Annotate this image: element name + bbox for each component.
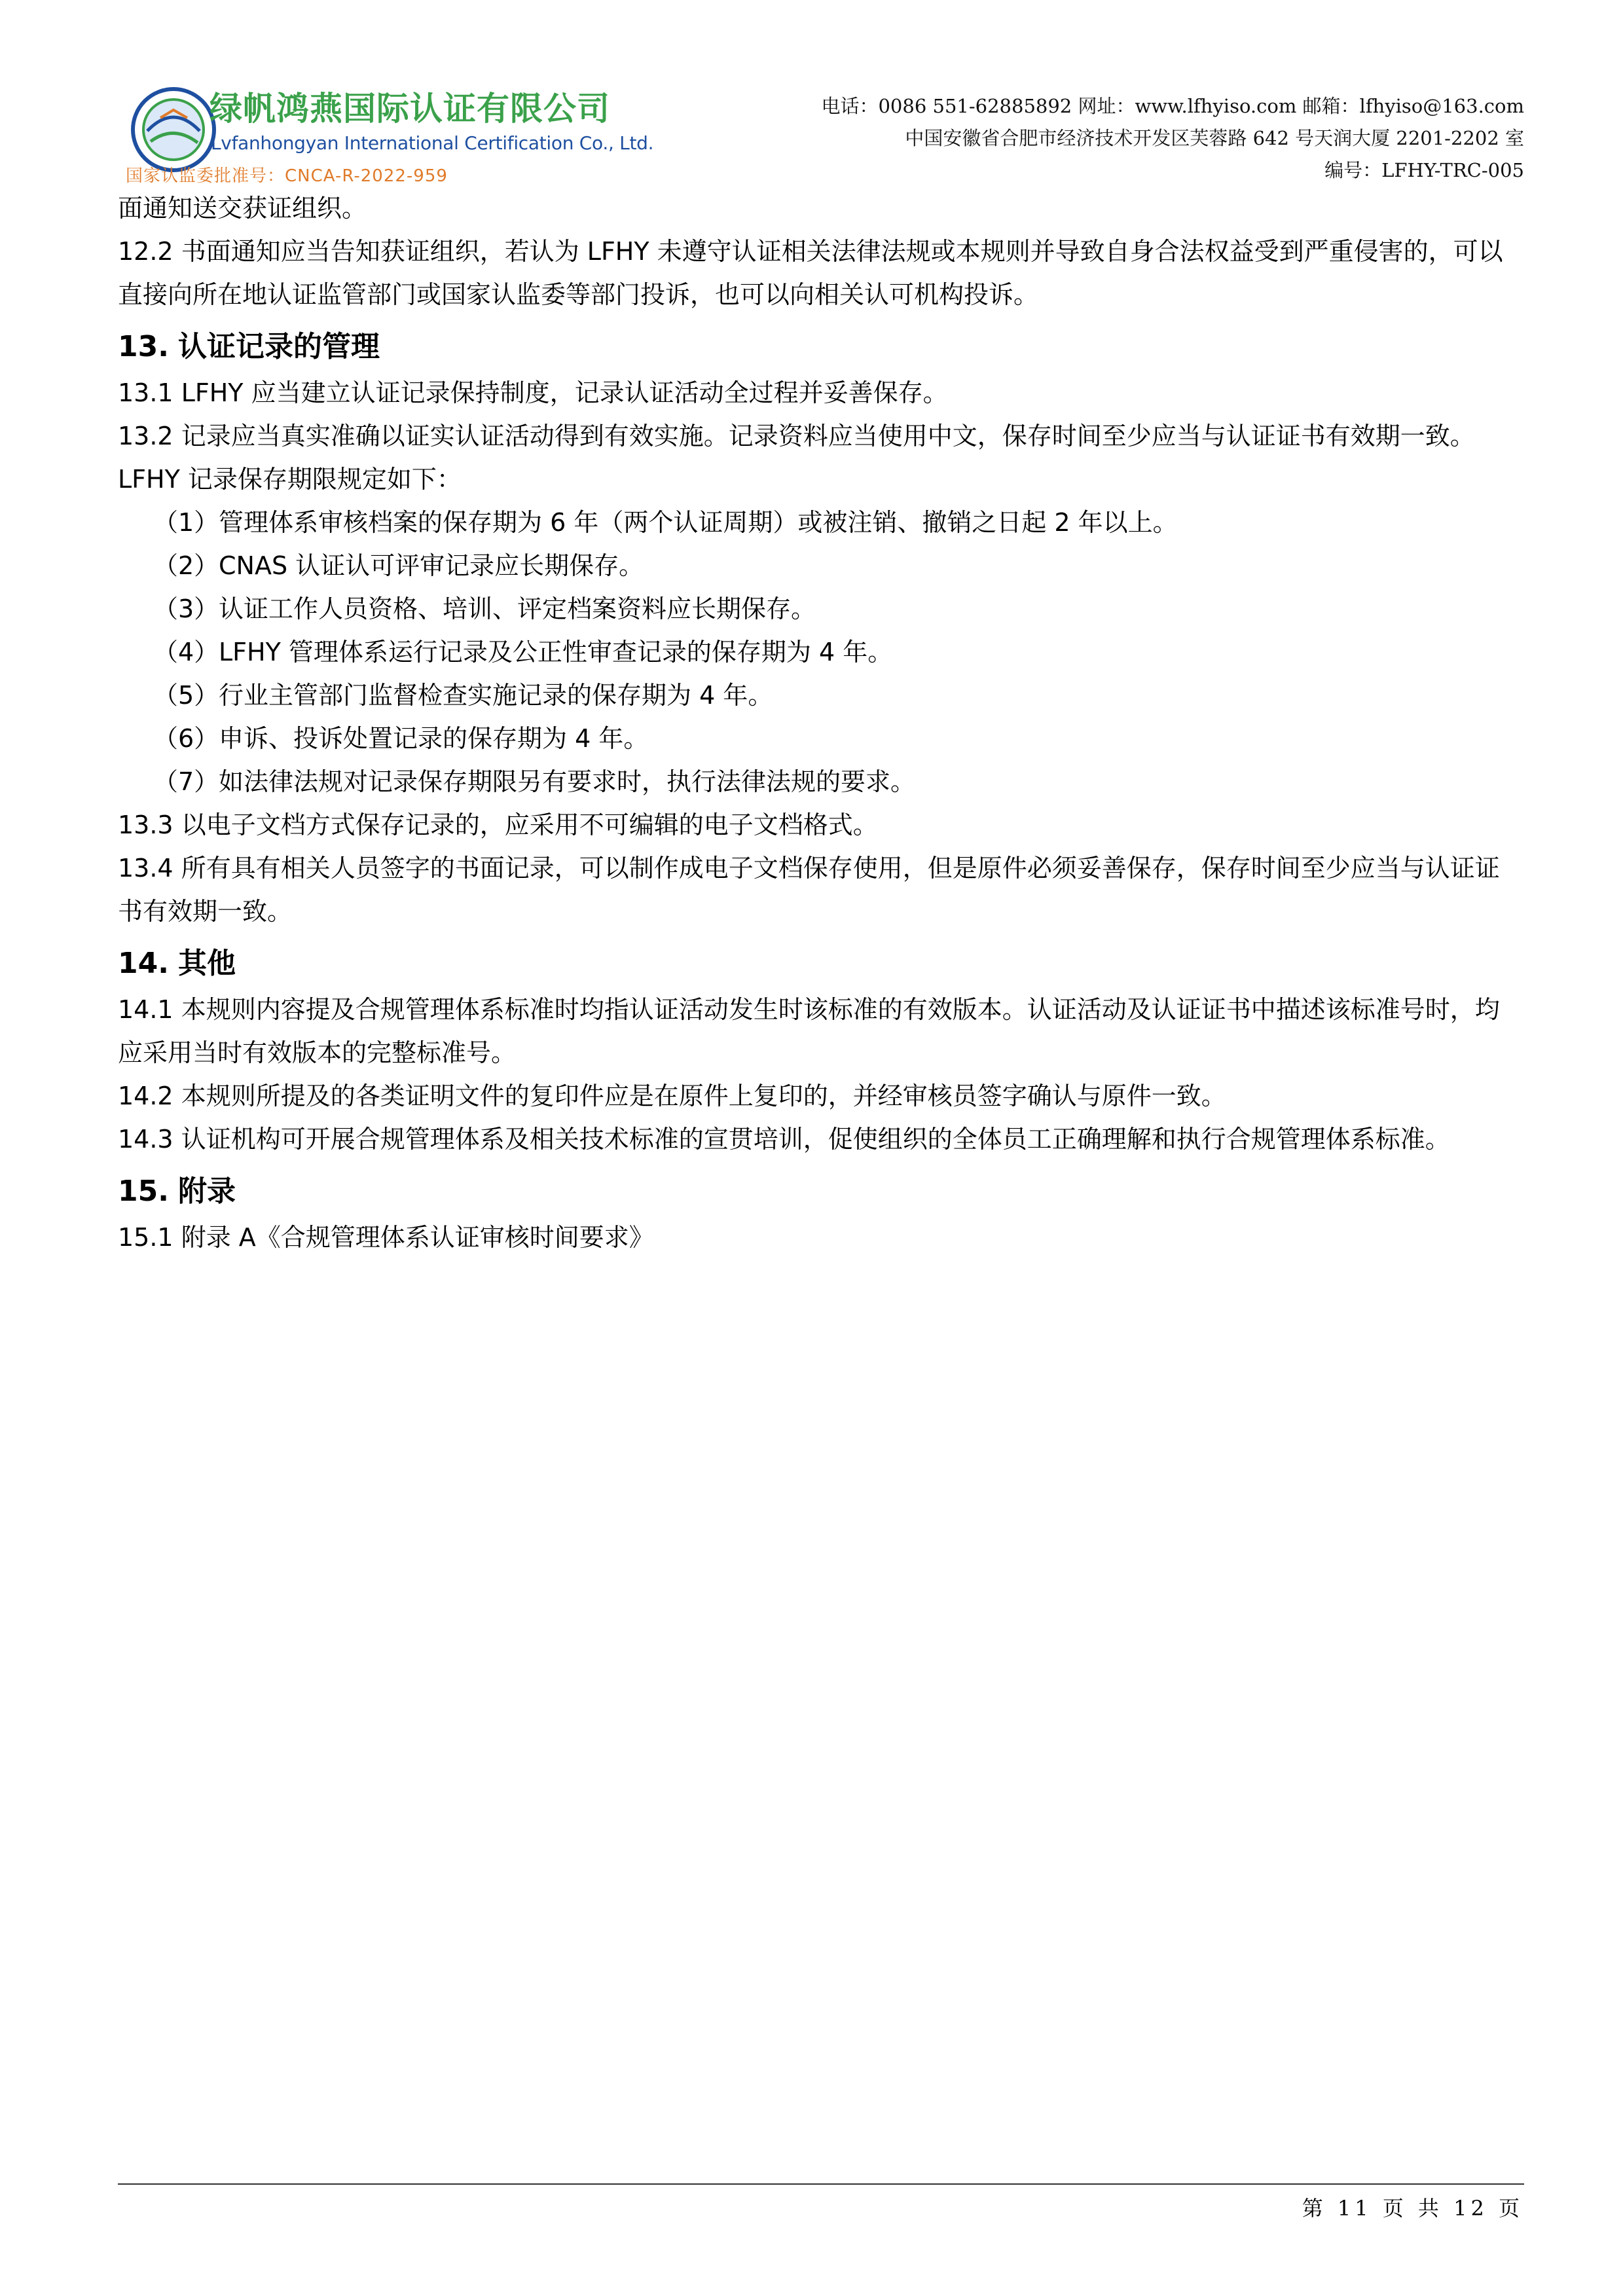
list-index: （2）	[153, 551, 219, 580]
paragraph-14-1: 14.1 本规则内容提及合规管理体系标准时均指认证活动发生时该标准的有效版本。认证活动及认证证书中描述该标准号时，均应采用当时有效版本的完整标准号。	[118, 995, 1500, 1067]
list-text: LFHY 管理体系运行记录及公正性审查记录的保存期为 4 年。	[219, 638, 893, 666]
paragraph-15-1: 15.1 附录 A《合规管理体系认证审核时间要求》	[118, 1223, 654, 1252]
section-number: 15.	[118, 1175, 169, 1208]
contact-line: 电话：0086 551-62885892 网址：www.lfhyiso.com 邮箱：lfhyiso@163.com	[821, 95, 1524, 117]
list-text: 申诉、投诉处置记录的保存期为 4 年。	[219, 724, 649, 753]
list-index: （7）	[153, 767, 219, 796]
section-13-heading	[118, 323, 1519, 371]
paragraph-13-2: 13.2 记录应当真实准确以证实认证活动得到有效实施。记录资料应当使用中文，保存时间至少应当与认证证书有效期一致。LFHY 记录保存期限规定如下：	[118, 422, 1475, 494]
paragraph-13-3: 13.3 以电子文档方式保存记录的，应采用不可编辑的电子文档格式。	[118, 811, 878, 839]
list-text: 管理体系审核档案的保存期为 6 年（两个认证周期）或被注销、撤销之日起 2 年以上。	[219, 508, 1178, 537]
footer-divider	[118, 2183, 1524, 2185]
company-logo	[118, 77, 773, 189]
list-text: 如法律法规对记录保存期限另有要求时，执行法律法规的要求。	[219, 767, 916, 796]
list-text: 认证工作人员资格、培训、评定档案资料应长期保存。	[219, 594, 816, 623]
list-item	[118, 674, 1519, 717]
list-item	[118, 587, 1519, 630]
section-number: 13.	[118, 330, 169, 363]
page-header	[118, 77, 1524, 189]
section-title: 附录	[177, 1175, 236, 1208]
list-text: CNAS 认证认可评审记录应长期保存。	[219, 551, 644, 580]
paragraph-12-2: 12.2 书面通知应当告知获证组织，若认为 LFHY 未遵守认证相关法律法规或本规则并导致自身合法权益受到严重侵害的，可以直接向所在地认证监管部门或国家认监委等部门投诉，也可以向相关认可机构投诉。	[118, 237, 1503, 309]
company-name-en: Lvfanhongyan International Certification Co., Ltd.	[211, 132, 654, 154]
section-title: 认证记录的管理	[177, 330, 380, 363]
contact-block	[821, 90, 1524, 187]
company-name-cn: 绿帆鸿燕国际认证有限公司	[210, 90, 610, 128]
list-text: 行业主管部门监督检查实施记录的保存期为 4 年。	[219, 681, 773, 710]
approval-number: 国家认监委批准号：CNCA-R-2022-959	[126, 166, 448, 186]
list-item	[118, 544, 1519, 587]
list-index: （5）	[153, 681, 219, 710]
document-body	[118, 187, 1519, 1259]
list-index: （6）	[153, 724, 219, 753]
list-item	[118, 760, 1519, 803]
paragraph-13-1: 13.1 LFHY 应当建立认证记录保持制度，记录认证活动全过程并妥善保存。	[118, 378, 948, 407]
list-index: （4）	[153, 638, 219, 666]
list-index: （1）	[153, 508, 219, 537]
list-item	[118, 630, 1519, 674]
page-number: 第 11 页 共 12 页	[1302, 2196, 1523, 2221]
section-title: 其他	[177, 947, 236, 980]
paragraph-13-4: 13.4 所有具有相关人员签字的书面记录，可以制作成电子文档保存使用，但是原件必须妥善保存，保存时间至少应当与认证证书有效期一致。	[118, 854, 1500, 926]
section-14-heading	[118, 939, 1519, 988]
paragraph-14-3: 14.3 认证机构可开展合规管理体系及相关技术标准的宣贯培训，促使组织的全体员工正确理解和执行合规管理体系标准。	[118, 1125, 1450, 1154]
continued-line: 面通知送交获证组织。	[118, 194, 367, 223]
address-line: 中国安徽省合肥市经济技术开发区芙蓉路 642 号天润大厦 2201-2202 室	[905, 127, 1524, 149]
list-item	[118, 717, 1519, 760]
list-item	[118, 501, 1519, 544]
list-index: （3）	[153, 594, 219, 623]
paragraph-14-2: 14.2 本规则所提及的各类证明文件的复印件应是在原件上复印的，并经审核员签字确认与原件一致。	[118, 1082, 1226, 1110]
doc-number-line: 编号：LFHY-TRC-005	[1324, 159, 1524, 181]
section-15-heading	[118, 1167, 1519, 1216]
section-number: 14.	[118, 947, 169, 980]
